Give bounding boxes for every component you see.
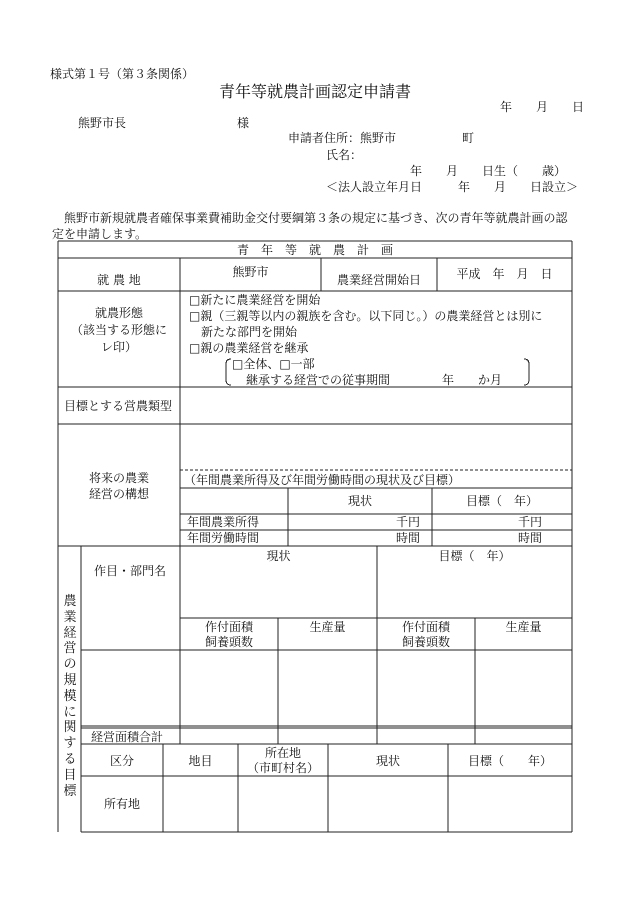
applicant-name-label: 氏名： <box>326 148 363 162</box>
option-new-division-cont: 新たな部門を開始 <box>201 325 298 339</box>
current-production-label: 生産量 <box>309 620 346 634</box>
start-date-label: 農業経営開始日 <box>336 273 421 287</box>
farming-form-note: （該当する形態に <box>70 323 167 337</box>
land-type-label: 地目 <box>188 754 213 768</box>
income-current-unit: 千円 <box>396 515 421 529</box>
succession-period-units: 年 か月 <box>442 373 503 387</box>
target-head-label: 飼養頭数 <box>401 635 450 649</box>
land-target-header: 目標（ 年） <box>467 754 552 768</box>
future-concept-label: 将来の農業 <box>88 471 149 485</box>
page-title: 青年等就農計画認定申請書 <box>218 82 411 101</box>
annual-hours-label: 年間労働時間 <box>187 531 260 545</box>
corporation-date-line: ＜法人設立年月日 年 月 日設立＞ <box>326 180 579 194</box>
succession-period-label: 継承する経営での従事期間 <box>246 373 391 387</box>
current-area-label: 作付面積 <box>204 620 253 634</box>
target-production-label: 生産量 <box>505 620 542 634</box>
hours-target-unit: 時間 <box>518 531 543 545</box>
farming-form-label: 就農形態 <box>94 306 143 320</box>
applicant-address-label: 申請者住所：熊野市 <box>288 131 397 145</box>
intro-line-2: 定を申請します。 <box>52 227 148 241</box>
income-target-unit: 千円 <box>518 515 543 529</box>
hours-current-unit: 時間 <box>396 531 421 545</box>
option-new-farming[interactable]: □新たに農業経営を開始 <box>189 293 321 307</box>
total-area-label: 経営面積合計 <box>91 730 164 744</box>
crop-division-label: 作目・部門名 <box>94 564 167 578</box>
income-target-header: 目標（ 年） <box>465 494 538 508</box>
location-value: 熊野市 <box>232 265 269 279</box>
option-succession[interactable]: □親の農業経営を継承 <box>189 341 309 355</box>
owned-land-label: 所有地 <box>103 797 140 811</box>
scale-target-header: 目標（ 年） <box>438 549 511 563</box>
farming-form-note-2: レ印） <box>100 340 137 354</box>
location-label: 就 農 地 <box>97 273 141 287</box>
scale-side-label: 農業経営の規模に関する目標 <box>63 594 77 799</box>
target-farming-type-label: 目標とする営農類型 <box>64 399 173 413</box>
land-category-label: 区分 <box>109 754 134 768</box>
income-hours-heading: （年間農業所得及び年間労働時間の現状及び目標） <box>184 473 461 487</box>
land-location-sub: （市町村名） <box>246 761 319 775</box>
income-current-header: 現状 <box>347 494 372 508</box>
target-area-label: 作付面積 <box>401 620 450 634</box>
birth-date-line: 年 月 日生（ 歳） <box>410 164 567 178</box>
form-number: 様式第１号（第３条関係） <box>50 67 195 81</box>
honorific: 様 <box>237 116 250 130</box>
start-date-value[interactable]: 平成 年 月 日 <box>456 267 553 281</box>
current-head-label: 飼養頭数 <box>204 635 253 649</box>
addressee: 熊野市長 <box>78 116 127 130</box>
intro-line-1: 熊野市新規就農者確保事業費補助金交付要綱第３条の規定に基づき、次の青年等就農計画の認 <box>64 211 568 225</box>
succession-scope[interactable]: □全体、□一部 <box>232 357 315 371</box>
land-current-header: 現状 <box>375 754 400 768</box>
application-date: 年 月 日 <box>500 100 585 114</box>
future-concept-label-2: 経営の構想 <box>88 487 149 501</box>
option-new-division[interactable]: □親（三親等以内の親族を含む。以下同じ。）の農業経営とは別に <box>189 309 543 323</box>
plan-heading: 青 年 等 就 農 計 画 <box>236 243 393 257</box>
annual-income-label: 年間農業所得 <box>187 515 260 529</box>
scale-current-header: 現状 <box>266 549 291 563</box>
applicant-town: 町 <box>462 131 475 145</box>
land-location-label: 所在地 <box>264 746 301 760</box>
